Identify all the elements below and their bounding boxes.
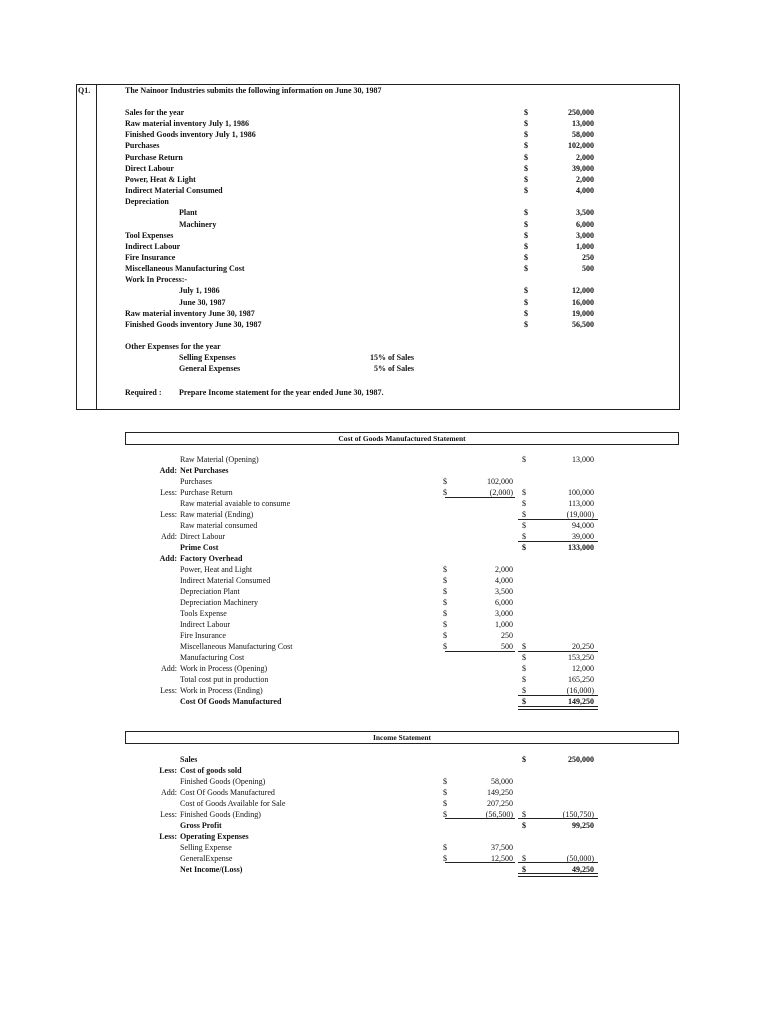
question-item-amount: 2,000 bbox=[576, 174, 594, 184]
question-item-currency: $ bbox=[524, 230, 528, 240]
cogm-row-label: Factory Overhead bbox=[180, 554, 243, 563]
cogm-row-currency: $ bbox=[522, 488, 526, 497]
question-item-label: Fire Insurance bbox=[125, 252, 176, 262]
cogm-row-label: Fire Insurance bbox=[180, 631, 226, 640]
cogm-row-amount: 149,250 bbox=[568, 697, 594, 706]
question-item-currency: $ bbox=[524, 119, 528, 129]
cogm-row-currency: $ bbox=[522, 642, 526, 651]
income-row-currency: $ bbox=[443, 799, 447, 808]
cogm-row-prefix: Less: bbox=[160, 510, 177, 519]
question-intro: The Nainoor Industries submits the following information on June 30, 1987 bbox=[125, 86, 382, 95]
question-item-amount: 250,000 bbox=[568, 108, 594, 117]
cogm-row-currency: $ bbox=[522, 697, 526, 706]
cogm-row-subamount: 250 bbox=[501, 631, 513, 640]
required-label: Required : bbox=[125, 388, 162, 397]
question-item-label: Indirect Material Consumed bbox=[125, 186, 223, 196]
cogm-row-amount: 13,000 bbox=[572, 455, 594, 464]
cogm-row-label: Direct Labour bbox=[180, 532, 226, 541]
question-item-label: Finished Goods inventory June 30, 1987 bbox=[125, 319, 262, 329]
cogm-row-label: Purchase Return bbox=[180, 488, 233, 497]
cogm-header bbox=[125, 432, 679, 445]
income-row-prefix: Less: bbox=[159, 832, 177, 841]
cogm-row-amount: 39,000 bbox=[572, 532, 594, 541]
cogm-row-label: Net Purchases bbox=[180, 466, 229, 475]
cogm-row-label: Raw material (Ending) bbox=[180, 510, 254, 519]
cogm-row-label: Depreciation Plant bbox=[180, 587, 240, 596]
cogm-row-amount: 153,250 bbox=[568, 653, 594, 662]
question-item-label: Purchases bbox=[125, 141, 160, 151]
income-row-currency: $ bbox=[522, 865, 526, 874]
cogm-row-label: Power, Heat and Light bbox=[180, 565, 253, 574]
cogm-row-label: Raw Material (Opening) bbox=[180, 455, 259, 464]
general-expenses-label: General Expenses bbox=[179, 364, 241, 373]
question-item-currency: $ bbox=[524, 141, 528, 151]
question-item-label: Work In Process:- bbox=[125, 275, 188, 285]
cogm-row-label: Total cost put in production bbox=[180, 675, 269, 684]
cogm-row-label: Miscellaneous Manufacturing Cost bbox=[180, 642, 293, 651]
question-item-currency: $ bbox=[524, 241, 528, 251]
question-item-currency: $ bbox=[524, 264, 528, 274]
underline bbox=[445, 862, 515, 863]
cogm-row-amount: 113,000 bbox=[568, 499, 594, 508]
question-item-label: June 30, 1987 bbox=[179, 297, 226, 307]
income-row-label: GeneralExpense bbox=[180, 854, 233, 863]
income-row-currency: $ bbox=[522, 854, 526, 863]
cogm-row-amount: (16,000) bbox=[566, 686, 594, 695]
question-item-amount: 3,500 bbox=[576, 208, 594, 218]
income-row-prefix: Less: bbox=[160, 810, 177, 819]
cogm-row-label: Purchases bbox=[180, 477, 212, 486]
question-item-amount: 3,000 bbox=[576, 230, 594, 240]
cogm-row-prefix: Add: bbox=[161, 532, 177, 541]
cogm-row-prefix: Add: bbox=[161, 664, 177, 673]
cogm-row-amount: 100,000 bbox=[568, 488, 594, 497]
cogm-row-subamount: 6,000 bbox=[495, 598, 513, 607]
cogm-row-label: Raw material consumed bbox=[180, 521, 258, 530]
question-item-amount: 102,000 bbox=[568, 141, 594, 151]
selling-expenses-label: Selling Expenses bbox=[179, 353, 236, 362]
cogm-row-label: Work in Process (Ending) bbox=[180, 686, 263, 695]
cogm-row-currency: $ bbox=[522, 510, 526, 519]
question-item-label: Miscellaneous Manufacturing Cost bbox=[125, 264, 245, 274]
question-item-currency: $ bbox=[524, 297, 528, 307]
income-row-subamount: 207,250 bbox=[487, 799, 513, 808]
question-item-label: Depreciation bbox=[125, 197, 169, 207]
cogm-row-currency: $ bbox=[443, 631, 447, 640]
question-number: Q1. bbox=[78, 86, 91, 95]
cogm-title: Cost of Goods Manufactured Statement bbox=[338, 434, 466, 443]
cogm-row-currency: $ bbox=[443, 565, 447, 574]
cogm-row-label: Indirect Labour bbox=[180, 620, 230, 629]
income-row-subamount: 12,500 bbox=[491, 854, 513, 863]
income-row-currency: $ bbox=[443, 810, 447, 819]
income-row-subamount: (56,500) bbox=[485, 810, 513, 819]
question-item-amount: 13,000 bbox=[572, 119, 594, 129]
income-row-currency: $ bbox=[522, 755, 526, 764]
income-row-subamount: 37,500 bbox=[491, 843, 513, 852]
cogm-row-prefix: Less: bbox=[160, 686, 177, 695]
question-item-amount: 56,500 bbox=[572, 319, 594, 329]
income-row-label: Cost of Goods Available for Sale bbox=[180, 799, 286, 808]
question-item-amount: 1,000 bbox=[576, 241, 594, 251]
cogm-row-label: Depreciation Machinery bbox=[180, 598, 258, 607]
income-row-label: Finished Goods (Ending) bbox=[180, 810, 261, 819]
cogm-row-prefix: Add: bbox=[159, 466, 177, 475]
cogm-row-subamount: 2,000 bbox=[495, 565, 513, 574]
question-item-label: Purchase Return bbox=[125, 152, 183, 162]
income-row-currency: $ bbox=[443, 788, 447, 797]
question-item-label: Raw material inventory July 1, 1986 bbox=[125, 119, 249, 129]
question-item-label: Tool Expenses bbox=[125, 230, 174, 240]
cogm-row-prefix: Add: bbox=[159, 554, 177, 563]
cogm-row-currency: $ bbox=[443, 488, 447, 497]
question-item-currency: $ bbox=[524, 186, 528, 196]
cogm-row-subamount: 3,500 bbox=[495, 587, 513, 596]
cogm-row-subamount: 4,000 bbox=[495, 576, 513, 585]
cogm-row-subamount: 3,000 bbox=[495, 609, 513, 618]
cogm-row-subamount: 102,000 bbox=[487, 477, 513, 486]
question-item-amount: 16,000 bbox=[572, 297, 594, 307]
cogm-row-currency: $ bbox=[522, 664, 526, 673]
underline bbox=[445, 818, 515, 819]
question-item-label: Finished Goods inventory July 1, 1986 bbox=[125, 130, 256, 140]
double-underline bbox=[518, 706, 598, 710]
cogm-row-currency: $ bbox=[522, 675, 526, 684]
question-item-label: Machinery bbox=[179, 219, 217, 229]
income-row-label: Sales bbox=[180, 755, 198, 764]
income-row-label: Finished Goods (Opening) bbox=[180, 777, 266, 786]
cogm-row-currency: $ bbox=[443, 587, 447, 596]
question-item-label: Indirect Labour bbox=[125, 241, 181, 251]
cogm-row-currency: $ bbox=[522, 543, 526, 552]
income-header bbox=[125, 731, 679, 744]
question-item-amount: 39,000 bbox=[572, 163, 594, 173]
income-row-label: Operating Expenses bbox=[180, 832, 249, 841]
question-item-currency: $ bbox=[524, 208, 528, 218]
cogm-row-currency: $ bbox=[522, 455, 526, 464]
income-row-amount: 49,250 bbox=[572, 865, 594, 874]
cogm-row-label: Prime Cost bbox=[180, 543, 219, 552]
cogm-row-label: Manufacturing Cost bbox=[180, 653, 245, 662]
question-item-label: Power, Heat & Light bbox=[125, 174, 196, 184]
general-expenses-value: 5% of Sales bbox=[374, 364, 414, 373]
question-item-label: July 1, 1986 bbox=[179, 286, 220, 296]
question-item-amount: 58,000 bbox=[572, 130, 594, 140]
underline bbox=[518, 651, 598, 652]
question-item-currency: $ bbox=[524, 152, 528, 162]
income-row-subamount: 58,000 bbox=[491, 777, 513, 786]
underline bbox=[518, 862, 598, 863]
other-expenses-title: Other Expenses for the year bbox=[125, 342, 221, 351]
question-item-currency: $ bbox=[524, 308, 528, 318]
underline bbox=[518, 695, 598, 696]
underline bbox=[445, 497, 515, 498]
question-item-currency: $ bbox=[524, 219, 528, 229]
cogm-row-currency: $ bbox=[443, 609, 447, 618]
required-text: Prepare Income statement for the year ended June 30, 1987. bbox=[179, 388, 384, 397]
cogm-row-label: Work in Process (Opening) bbox=[180, 664, 268, 673]
cogm-row-currency: $ bbox=[522, 686, 526, 695]
income-title: Income Statement bbox=[372, 733, 432, 742]
cogm-row-subamount: (2,000) bbox=[489, 488, 513, 497]
cogm-row-label: Cost Of Goods Manufactured bbox=[180, 697, 282, 706]
question-item-currency: $ bbox=[524, 130, 528, 140]
income-row-label: Net Income/(Loss) bbox=[180, 865, 243, 874]
income-row-currency: $ bbox=[443, 777, 447, 786]
cogm-row-amount: 20,250 bbox=[572, 642, 594, 651]
income-row-currency: $ bbox=[522, 821, 526, 830]
question-item-label: Sales for the year bbox=[125, 108, 185, 117]
income-row-currency: $ bbox=[443, 854, 447, 863]
question-number-divider bbox=[96, 84, 97, 409]
cogm-row-currency: $ bbox=[443, 620, 447, 629]
cogm-row-currency: $ bbox=[522, 653, 526, 662]
question-item-label: Plant bbox=[179, 208, 198, 218]
cogm-row-currency: $ bbox=[443, 576, 447, 585]
income-row-label: Selling Expense bbox=[180, 843, 232, 852]
income-row-amount: (50,000) bbox=[566, 854, 594, 863]
cogm-row-amount: 165,250 bbox=[568, 675, 594, 684]
cogm-row-subamount: 500 bbox=[501, 642, 513, 651]
underline bbox=[518, 818, 598, 819]
question-item-amount: 250 bbox=[582, 252, 594, 262]
income-row-label: Cost of goods sold bbox=[180, 766, 242, 775]
cogm-row-currency: $ bbox=[443, 477, 447, 486]
selling-expenses-value: 15% of Sales bbox=[370, 353, 414, 362]
income-row-prefix: Add: bbox=[161, 788, 177, 797]
question-item-currency: $ bbox=[524, 163, 528, 173]
income-row-subamount: 149,250 bbox=[487, 788, 513, 797]
cogm-row-currency: $ bbox=[522, 521, 526, 530]
cogm-row-amount: (19,000) bbox=[566, 510, 594, 519]
cogm-row-amount: 12,000 bbox=[572, 664, 594, 673]
income-row-currency: $ bbox=[443, 843, 447, 852]
cogm-row-label: Raw material avaiable to consume bbox=[180, 499, 291, 508]
question-item-amount: 2,000 bbox=[576, 152, 594, 162]
question-item-currency: $ bbox=[524, 174, 528, 184]
question-item-currency: $ bbox=[524, 286, 528, 296]
underline bbox=[445, 651, 515, 652]
double-underline bbox=[518, 873, 598, 877]
income-row-currency: $ bbox=[522, 810, 526, 819]
question-item-amount: 12,000 bbox=[572, 286, 594, 296]
income-row-label: Cost Of Goods Manufactured bbox=[180, 788, 275, 797]
income-row-amount: (150,750) bbox=[562, 810, 594, 819]
question-item-amount: 500 bbox=[582, 264, 594, 274]
cogm-row-currency: $ bbox=[443, 598, 447, 607]
cogm-row-currency: $ bbox=[443, 642, 447, 651]
cogm-row-currency: $ bbox=[522, 499, 526, 508]
income-row-label: Gross Profit bbox=[180, 821, 222, 830]
cogm-row-subamount: 1,000 bbox=[495, 620, 513, 629]
underline bbox=[518, 519, 598, 520]
question-item-currency: $ bbox=[524, 319, 528, 329]
income-row-prefix: Less: bbox=[159, 766, 177, 775]
question-item-currency: $ bbox=[524, 108, 528, 117]
question-item-amount: 19,000 bbox=[572, 308, 594, 318]
question-item-label: Raw material inventory June 30, 1987 bbox=[125, 308, 255, 318]
income-row-amount: 250,000 bbox=[568, 755, 594, 764]
question-item-amount: 4,000 bbox=[576, 186, 594, 196]
cogm-row-label: Tools Expense bbox=[180, 609, 227, 618]
cogm-row-prefix: Less: bbox=[160, 488, 177, 497]
cogm-row-currency: $ bbox=[522, 532, 526, 541]
income-row-amount: 99,250 bbox=[572, 821, 594, 830]
question-item-amount: 6,000 bbox=[576, 219, 594, 229]
cogm-row-amount: 133,000 bbox=[568, 543, 594, 552]
underline bbox=[518, 541, 598, 542]
cogm-row-label: Indirect Material Consumed bbox=[180, 576, 271, 585]
question-item-currency: $ bbox=[524, 252, 528, 262]
cogm-row-amount: 94,000 bbox=[572, 521, 594, 530]
question-item-label: Direct Labour bbox=[125, 163, 174, 173]
